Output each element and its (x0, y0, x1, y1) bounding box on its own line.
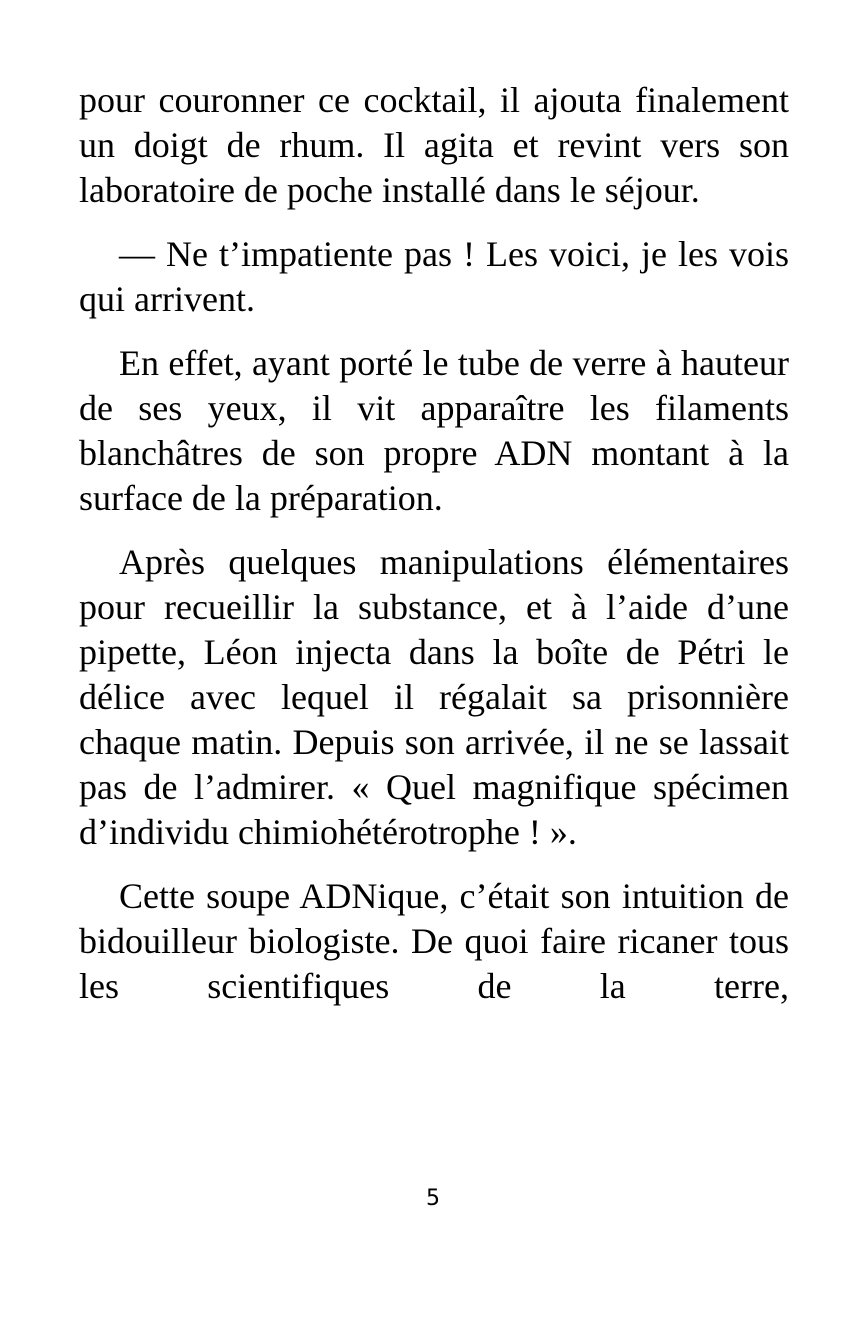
paragraph-2-dialogue: — Ne t’impatiente pas ! Les voici, je les vois qui arrivent. (79, 234, 789, 319)
paragraph-4: Après quelques manipulations élémentaires pour recueillir la substance, et à l’aide d’une pipette, Léon injecta dans la boîte de Pétri le délice avec lequel il régalait sa prisonnière chaque matin. Depuis son arrivée, il ne se lassait pas de l’admirer. « Quel magnifique spécimen d’individu chimiohétérotrophe ! ». (79, 542, 789, 852)
paragraph-3: En effet, ayant porté le tube de verre à hauteur de ses yeux, il vit apparaître les filaments blanchâtres de son propre ADN montant à la surface de la préparation. (79, 343, 789, 518)
paragraph-5: Cette soupe ADNique, c’était son intuition de bidouilleur biologiste. De quoi faire ricaner tous les scientifiques de la terre, (79, 876, 789, 1006)
page-number: 5 (426, 1186, 440, 1211)
paragraph-1: pour couronner ce cocktail, il ajouta finalement un doigt de rhum. Il agita et revint vers son laboratoire de poche installé dans le séjour. (79, 80, 789, 210)
body-text (79, 78, 789, 1009)
